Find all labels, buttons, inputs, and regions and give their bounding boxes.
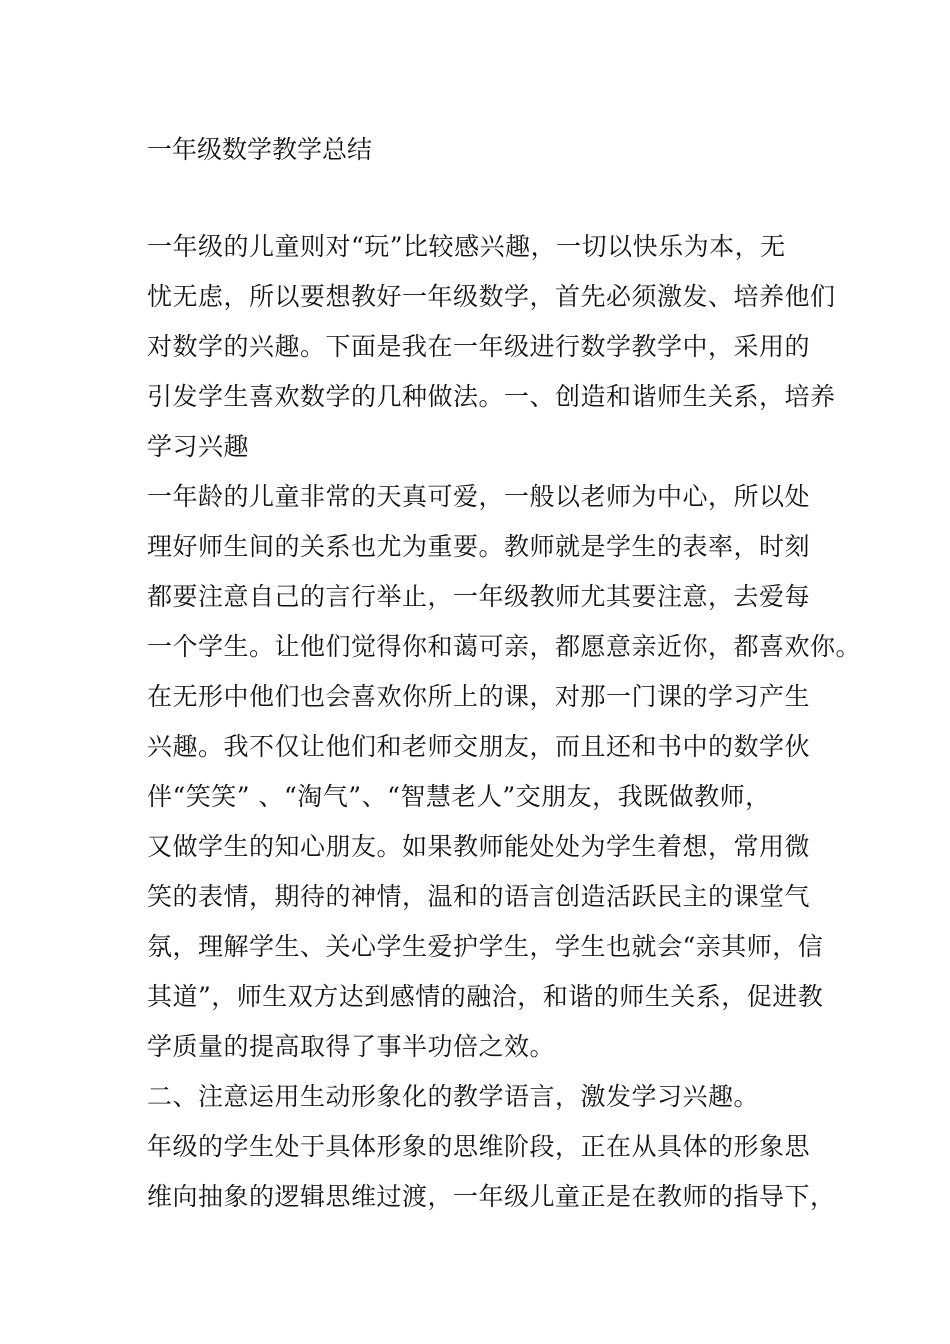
text-line: 都要注意自己的言行举止，一年级教师尤其要注意，去爱每 [147,582,811,611]
text-line: 学质量的提高取得了事半功倍之效。 [147,1032,556,1061]
text-line: 在无形中他们也会喜欢你所上的课，对那一门课的学习产生 [147,682,811,711]
text-line: 其道”，师生双方达到感情的融洽，和谐的师生关系，促进教 [147,982,824,1011]
text-line: 一年级的儿童则对“玩”比较感兴趣，一切以快乐为本，无 [147,232,786,261]
text-line: 二、注意运用生动形象化的教学语言，激发学习兴趣。 [147,1082,760,1111]
text-line: 氛，理解学生、关心学生爱护学生，学生也就会“亲其师，信 [147,932,824,961]
text-line: 一个学生。让他们觉得你和蔼可亲，都愿意亲近你，都喜欢你。 [147,632,862,661]
text-line: 又做学生的知心朋友。如果教师能处处为学生着想，常用微 [147,832,811,861]
document-title: 一年级数学教学总结 [147,135,373,164]
text-line: 维向抽象的逻辑思维过渡，一年级儿童正是在教师的指导下， [147,1182,836,1211]
text-line: 兴趣。我不仅让他们和老师交朋友，而且还和书中的数学伙 [147,732,811,761]
document-body [147,222,862,1222]
text-line: 对数学的兴趣。下面是我在一年级进行数学教学中，采用的 [147,332,811,361]
text-line: 笑的表情，期待的神情，温和的语言创造活跃民主的课堂气 [147,882,811,911]
text-line: 忧无虑，所以要想教好一年级数学，首先必须激发、培养他们 [147,282,836,311]
text-line: 理好师生间的关系也尤为重要。教师就是学生的表率，时刻 [147,532,811,561]
text-line: 学习兴趣 [147,432,250,461]
text-line: 引发学生喜欢数学的几种做法。一、创造和谐师生关系，培养 [147,382,836,411]
text-line: 一年龄的儿童非常的天真可爱，一般以老师为中心，所以处 [147,482,811,511]
text-line: 年级的学生处于具体形象的思维阶段，正在从具体的形象思 [147,1132,811,1161]
text-line: 伴“笑笑” 、“淘气”、“智慧老人”交朋友，我既做教师， [147,782,771,811]
